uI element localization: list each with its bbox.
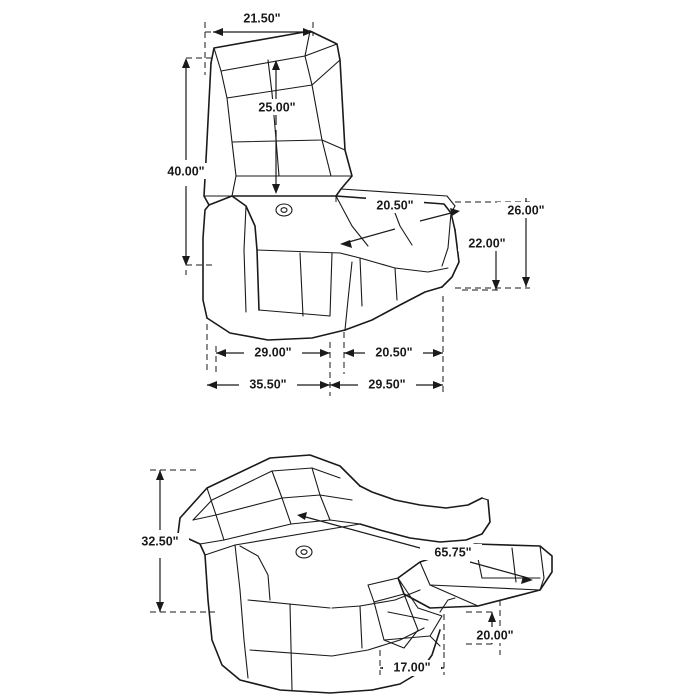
power-button-icon xyxy=(276,204,292,216)
reclined-view xyxy=(131,455,552,693)
dim-base-rear-seg-label: 20.50" xyxy=(375,345,413,360)
dim-base-front-label: 29.00" xyxy=(254,345,292,360)
dim-footrest-height xyxy=(466,612,524,644)
dim-reclined-length-label: 65.75" xyxy=(434,545,472,560)
dim-rear-depth-label: 29.50" xyxy=(368,377,406,392)
dim-top-width-label: 21.50" xyxy=(243,11,281,26)
dim-overall-height-label: 40.00" xyxy=(167,164,205,179)
dim-top-width xyxy=(213,10,313,36)
power-button-center-icon xyxy=(281,208,287,213)
dim-overall-depth-label: 35.50" xyxy=(249,377,287,392)
reclined-power-button-center-icon xyxy=(301,550,307,555)
upright-chair-illustration xyxy=(203,31,459,340)
dim-reclined-height-label: 32.50" xyxy=(141,534,179,549)
reclined-chair-illustration xyxy=(178,455,552,693)
reclined-extension-lines xyxy=(150,470,500,675)
dim-base-rear-seg xyxy=(344,345,443,361)
dim-seat-depth-label: 20.50" xyxy=(376,198,414,213)
reclined-power-button-icon xyxy=(296,546,312,558)
dim-reclined-length xyxy=(297,512,533,584)
dim-overall-depth xyxy=(207,377,330,393)
dim-back-inner xyxy=(248,60,306,194)
dim-reclined-height xyxy=(131,470,189,612)
upright-extension-lines xyxy=(186,22,530,396)
dim-base-front xyxy=(216,345,330,361)
dim-seat-height-label: 22.00" xyxy=(468,236,506,251)
dim-seat-height xyxy=(458,235,516,290)
upright-view xyxy=(157,10,555,396)
dim-reclined-base-label: 17.00" xyxy=(393,660,431,675)
dim-arm-height-label: 26.00" xyxy=(507,203,545,218)
dim-rear-depth xyxy=(330,377,443,393)
dim-footrest-height-label: 20.00" xyxy=(476,628,514,643)
dim-reclined-base xyxy=(380,660,444,676)
dim-back-inner-label: 25.00" xyxy=(258,100,296,115)
